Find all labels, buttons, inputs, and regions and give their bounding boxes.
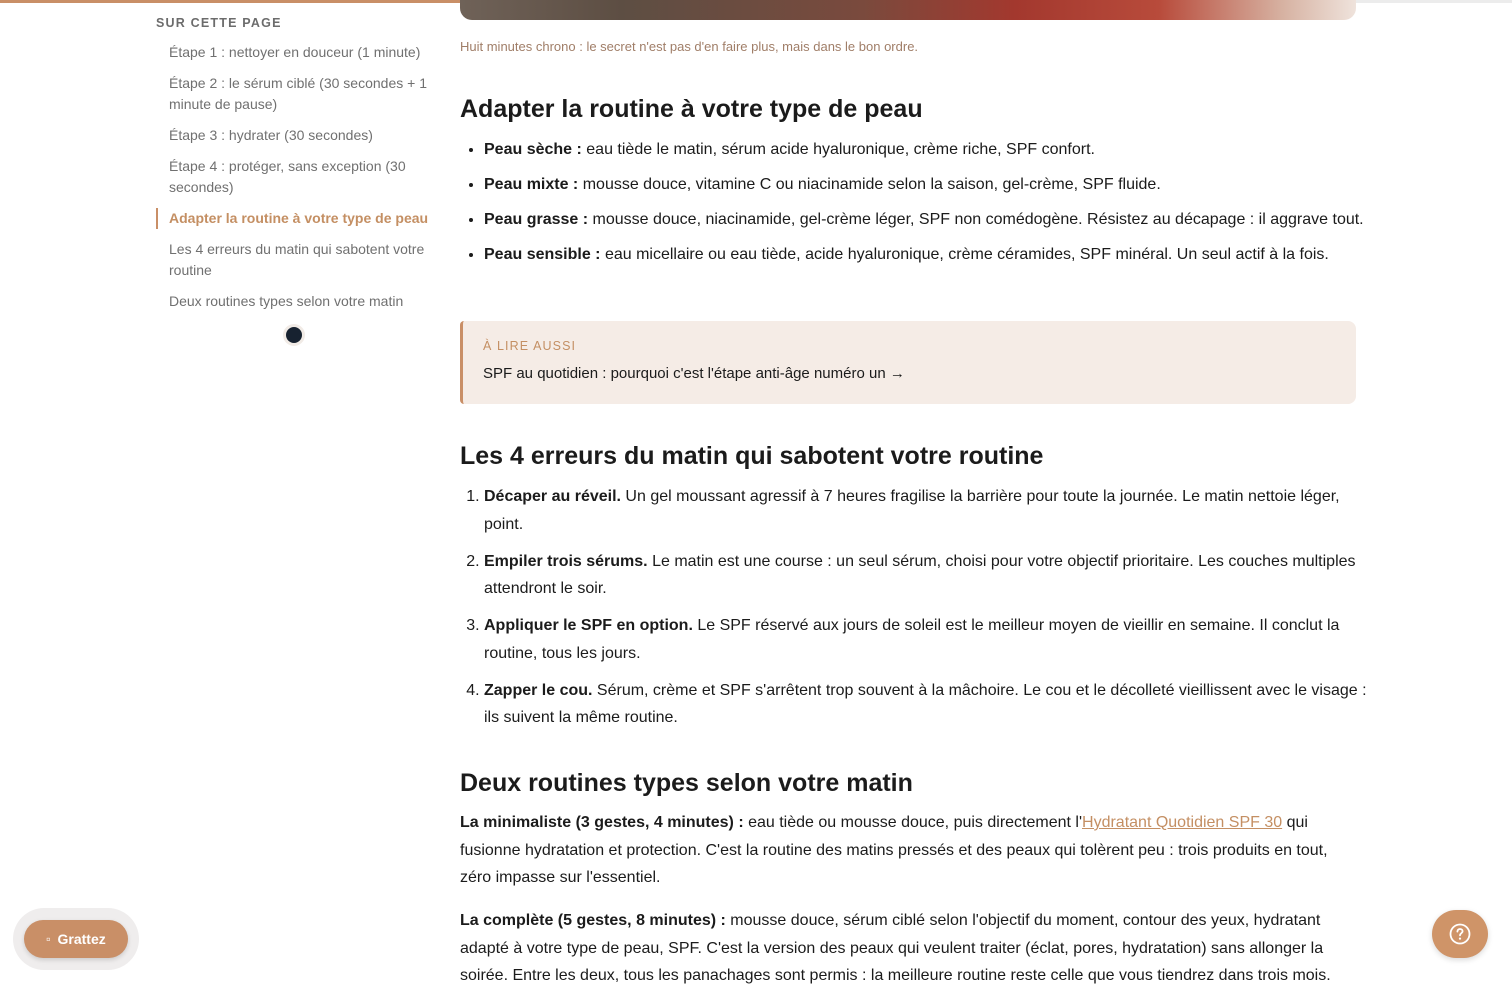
list-item-text: mousse douce, vitamine C ou niacinamide selon la saison, gel-crème, SPF fluide. (578, 176, 1161, 193)
question-circle-icon (1449, 923, 1471, 945)
paragraph-complete-routine (460, 907, 1356, 990)
callout-label: À LIRE AUSSI (483, 339, 577, 353)
list-item-label: Décaper au réveil. (484, 488, 621, 505)
toc-title: SUR CETTE PAGE (156, 16, 282, 30)
list-item-label: Peau sèche : (484, 141, 582, 158)
list-item-text: Le matin est une course : un seul sérum, choisi pour votre objectif prioritaire. Les couches multiples attendront le soir. (484, 552, 1356, 597)
list-item (484, 677, 1380, 732)
toc-item-step-1[interactable]: Étape 1 : nettoyer en douceur (1 minute) (169, 44, 421, 60)
list-item (484, 612, 1380, 667)
list-item-label: Appliquer le SPF en option. (484, 617, 693, 634)
toc-item-adapt-routine[interactable]: Adapter la routine à votre type de peau (156, 208, 441, 229)
routine-text: eau tiède ou mousse douce, puis directement l' (743, 814, 1083, 831)
list-item-label: Zapper le cou. (484, 681, 593, 699)
skin-type-list (460, 136, 1380, 276)
list-item (484, 136, 1380, 164)
paragraph-minimal-routine (460, 809, 1356, 892)
image-caption: Huit minutes chrono : le secret n'est pas d'en faire plus, mais dans le bon ordre. (460, 39, 919, 54)
product-link[interactable]: Hydratant Quotidien SPF 30 (1082, 814, 1283, 831)
list-item-text: eau micellaire ou eau tiède, acide hyaluronique, crème céramides, SPF minéral. Un seul actif à la fois. (600, 246, 1329, 263)
toc-item-step-2[interactable]: Étape 2 : le sérum ciblé (30 secondes + 1 minute de pause) (169, 75, 427, 112)
scroll-indicator-dot (286, 327, 302, 343)
scratch-button-label: Grattez (57, 931, 106, 947)
routine-label: La complète (5 gestes, 8 minutes) : (460, 912, 726, 929)
help-button[interactable] (1432, 910, 1488, 958)
routine-text: qui fusionne hydratation et protection. C'est la routine des matins pressés et des peaux qui tolèrent peu : trois produits en tout, zéro impasse sur l'essentiel. (460, 814, 1328, 886)
table-of-contents (156, 16, 446, 322)
routine-text: mousse douce, sérum ciblé selon l'objectif du moment, contour des yeux, hydratant adapté à votre type de peau, SPF. C'est la version des peaux qui veulent traiter (éclat, pores, hydratation) sans allonger la soirée. Entre les deux, tous les panachages sont permis : la meilleure routine reste celle que vous tiendrez dans trois mois. (460, 912, 1331, 984)
toc-item-step-4[interactable]: Étape 4 : protéger, sans exception (30 secondes) (169, 158, 406, 195)
list-item (484, 206, 1380, 234)
list-item (484, 171, 1380, 199)
toc-list (156, 42, 446, 312)
hero-image (460, 0, 1356, 20)
heading-adapt-routine: Adapter la routine à votre type de peau (460, 95, 923, 123)
scratch-button[interactable] (24, 920, 128, 958)
list-item-text: Le SPF réservé aux jours de soleil est le meilleur moyen de vieillir en semaine. Il conclut la routine, tous les jours. (484, 617, 1340, 662)
list-item-label: Peau mixte : (484, 176, 579, 193)
toc-item-step-3[interactable]: Étape 3 : hydrater (30 secondes) (169, 127, 373, 143)
list-item-label: Empiler trois sérums. (484, 552, 648, 570)
list-item-text: Un gel moussant agressif à 7 heures fragilise la barrière pour toute la journée. Le matin nettoie léger, point. (484, 488, 1340, 533)
list-item-text: mousse douce, niacinamide, gel-crème léger, SPF non comédogène. Résistez au décapage : il aggrave tout. (588, 211, 1364, 228)
heading-morning-errors: Les 4 erreurs du matin qui sabotent votre routine (460, 442, 1044, 470)
gift-icon: ▫ (46, 932, 51, 946)
read-also-callout (460, 321, 1356, 404)
errors-list (460, 483, 1380, 741)
list-item (484, 241, 1380, 269)
callout-link[interactable]: SPF au quotidien : pourquoi c'est l'étape anti-âge numéro un → (483, 365, 905, 382)
list-item-label: Peau sensible : (484, 246, 601, 263)
heading-two-routines: Deux routines types selon votre matin (460, 769, 913, 797)
scratch-widget (13, 908, 139, 970)
toc-item-two-routines[interactable]: Deux routines types selon votre matin (169, 293, 404, 309)
list-item (484, 548, 1380, 603)
list-item-label: Peau grasse : (484, 211, 589, 228)
list-item (484, 483, 1380, 538)
list-item-text: Sérum, crème et SPF s'arrêtent trop souvent à la mâchoire. Le cou et le décolleté vieillissent avec le visage : ils suivent la même routine. (484, 681, 1367, 726)
routine-label: La minimaliste (3 gestes, 4 minutes) : (460, 814, 744, 831)
list-item-text: eau tiède le matin, sérum acide hyaluronique, crème riche, SPF confort. (581, 141, 1095, 158)
toc-item-morning-errors[interactable]: Les 4 erreurs du matin qui sabotent votre routine (169, 241, 425, 278)
